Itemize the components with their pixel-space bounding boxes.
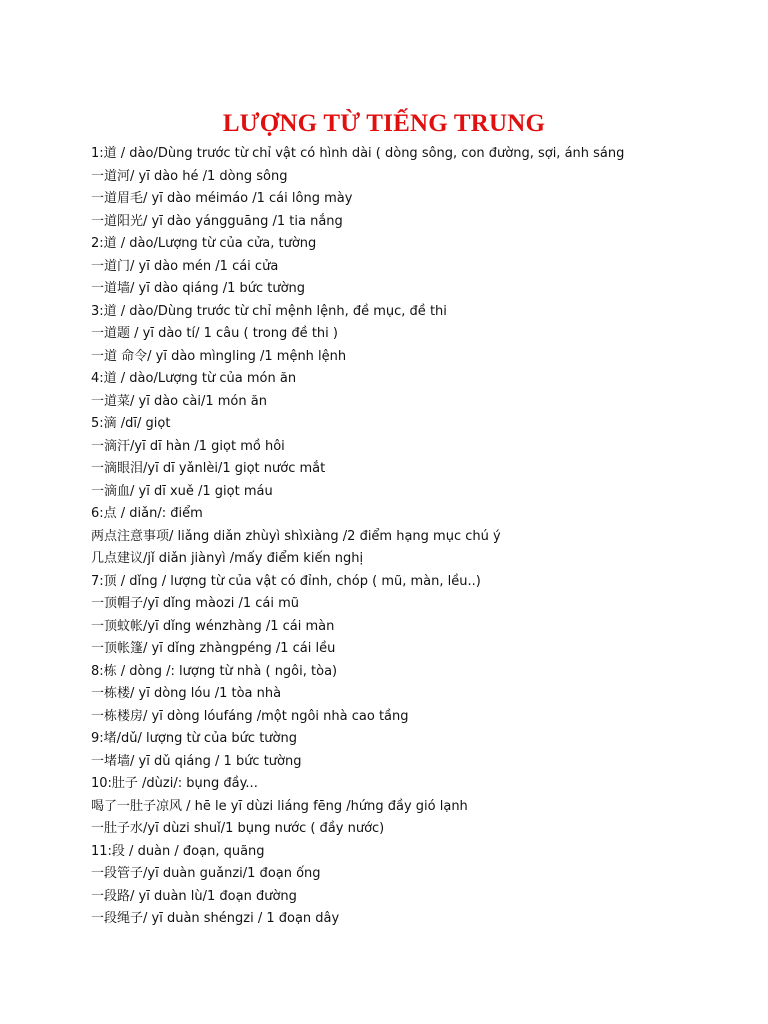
vocabulary-line: 一肚子水/yī dùzi shuǐ/1 bụng nước ( đầy nước)	[91, 821, 385, 836]
vocabulary-line: 一道墙/ yī dào qiáng /1 bức tường	[91, 281, 306, 296]
vocabulary-line: 一堵墙/ yī dǔ qiáng / 1 bức tường	[91, 753, 302, 769]
vocabulary-line: 一滴汗/yī dī hàn /1 giọt mồ hôi	[91, 438, 285, 454]
vocabulary-line: 一道菜/ yī dào cài/1 món ăn	[91, 393, 267, 409]
vocabulary-line: 1:道 / dào/Dùng trước từ chỉ vật có hình dài ( dòng sông, con đường, sợi, ánh sáng	[91, 146, 625, 161]
vocabulary-line: 一道题 / yī dào tí/ 1 câu ( trong đề thi )	[91, 326, 338, 341]
vocabulary-line: 一顶帐篷/ yī dǐng zhàngpéng /1 cái lều	[91, 641, 336, 656]
vocabulary-line: 一道眉毛/ yī dào méimáo /1 cái lông mày	[91, 191, 353, 206]
vocabulary-line: 一滴血/ yī dī xuě /1 giọt máu	[91, 483, 273, 499]
vocabulary-line: 一顶蚊帐/yī dǐng wénzhàng /1 cái màn	[91, 618, 335, 634]
vocabulary-line: 11:段 / duàn / đoạn, quãng	[91, 843, 265, 859]
vocabulary-line: 4:道 / dào/Lượng từ của món ăn	[91, 371, 297, 386]
vocabulary-line: 一段绳子/ yī duàn shéngzi / 1 đoạn dây	[91, 911, 340, 926]
vocabulary-line: 一栋楼房/ yī dòng lóufáng /một ngôi nhà cao tầng	[91, 708, 409, 724]
vocabulary-line: 一段管子/yī duàn guǎnzi/1 đoạn ống	[91, 866, 321, 881]
vocabulary-line: 7:顶 / dǐng / lượng từ của vật có đỉnh, chóp ( mũ, màn, lều..)	[91, 573, 481, 589]
vocabulary-line: 一栋楼/ yī dòng lóu /1 tòa nhà	[91, 686, 282, 701]
vocabulary-list	[91, 143, 751, 931]
vocabulary-line: 10:肚子 /dùzi/: bụng đầy...	[91, 776, 258, 791]
vocabulary-line: 几点建议/jǐ diǎn jiànyì /mấy điểm kiến nghị	[91, 551, 364, 566]
vocabulary-line: 2:道 / dào/Lượng từ của cửa, tường	[91, 236, 317, 251]
vocabulary-line: 一滴眼泪/yī dī yǎnlèi/1 giọt nước mắt	[91, 461, 326, 476]
vocabulary-line: 一顶帽子/yī dǐng màozi /1 cái mũ	[91, 596, 300, 611]
vocabulary-line: 8:栋 / dòng /: lượng từ nhà ( ngôi, tòa)	[91, 663, 338, 679]
page-title: LƯỢNG TỪ TIẾNG TRUNG	[222, 110, 546, 137]
vocabulary-line: 一道 命令/ yī dào mìngling /1 mệnh lệnh	[91, 348, 347, 364]
vocabulary-line: 一道阳光/ yī dào yángguāng /1 tia nắng	[91, 213, 343, 229]
vocabulary-line: 一道河/ yī dào hé /1 dòng sông	[91, 168, 288, 184]
vocabulary-line: 一段路/ yī duàn lù/1 đoạn đường	[91, 888, 297, 904]
vocabulary-line: 喝了一肚子凉风 / hē le yī dùzi liáng fēng /hứng đầy gió lạnh	[91, 798, 468, 814]
vocabulary-line: 5:滴 /dī/ giọt	[91, 416, 171, 431]
vocabulary-line: 6:点 / diǎn/: điểm	[91, 506, 203, 521]
vocabulary-line: 一道门/ yī dào mén /1 cái cửa	[91, 258, 279, 274]
vocabulary-line: 9:堵/dǔ/ lượng từ của bức tường	[91, 731, 297, 746]
vocabulary-line: 3:道 / dào/Dùng trước từ chỉ mệnh lệnh, đề mục, đề thi	[91, 303, 447, 319]
vocabulary-line: 两点注意事项/ liǎng diǎn zhùyì shìxiàng /2 điểm hạng mục chú ý	[91, 528, 501, 544]
